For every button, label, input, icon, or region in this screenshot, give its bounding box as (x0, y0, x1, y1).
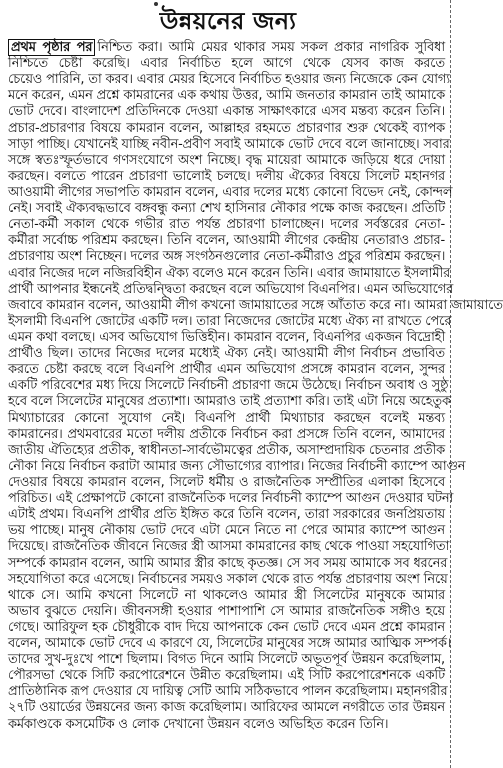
article-line: নেতা-কর্মী সকাল থেকে গভীর রাত পর্যন্ত প্রচারণা চালাচ্ছেন। দলের সর্বস্তরের নেতা- (8, 217, 445, 233)
article-line: নেই। সবাই ঐক্যবদ্ধভাবে বঙ্গবন্ধু কন্যা শেখ হাসিনার নৌকার পক্ষে কাজ করছেন। প্রতিটি (8, 201, 445, 217)
article-line: জবাবে কামরান বলেন, আওয়ামী লীগ কখনো জামায়াতের সঙ্গে আঁতাত করে না। আমরা জামায়াতে (8, 297, 503, 313)
article-line: ২৭টি ওয়ার্ডের উন্নয়নের জন্য কাজ করেছিলাম। আরিফের আমলে নগরীতে তার উন্নয়ন (8, 700, 445, 716)
article-line: এবার নিজের দলে নজিরবিহীন ঐক্য বলেও মনে করেন তিনি। এবার জামায়াতে ইসলামীর (8, 265, 451, 281)
article-line: গেছে। আরিফুল হক চৌধুরীকে বাদ দিয়ে আপনাকে কেন ভোট দেবে এমন প্রশ্নে কামরান (8, 619, 445, 635)
article-line: ইসলামী বিএনপি জোটের একটি দল। তারা নিজেদের জোটের মধ্যে ঐক্য না রাখতে পেরে (8, 313, 452, 329)
article-line: মনে করেন, এমন প্রশ্নে কামরানের এক কথায় উত্তর, আমি জনতার কামরান তাই আমাকে (8, 88, 445, 104)
headline: উন্নয়নের জন্য (159, 7, 297, 35)
article-line: অভাব বুঝতে দেয়নি। জীবনসঙ্গী হওয়ার পাশাপাশি সে আমার রাজনৈতিক সঙ্গীও হয়ে (8, 603, 445, 619)
article-line: হবে বলে সিলেটের মানুষের প্রত্যাশা। আমরাও তাই প্রত্যাশা করি। তাই এটা নিয়ে অহেতুক (8, 394, 451, 410)
article-line: পরিচিত। এই প্রেক্ষাপটে কোনো রাজনৈতিক দলের নির্বাচনী ক্যাম্পে আগুন দেওয়ার ঘটনা (8, 491, 454, 507)
article-line: সাড়া পাচ্ছি। যেখানেই যাচ্ছি নবীন-প্রবীণ সবাই আমাকে ভোট দেবে বলে জানাচ্ছে। সবার (8, 136, 450, 152)
article-line: প্রার্থী আপনার ইন্ধনেই প্রতিদ্বন্দ্বিতা করছেন বলে অভিযোগ বিএনপির। এমন অভিযোগের (8, 281, 454, 297)
column-divider (450, 0, 451, 768)
article-line: প্রচার-প্রচারণার বিষয়ে কামরান বলেন, আল্লাহর রহমতে প্রচারণার শুরু থেকেই ব্যাপক (8, 120, 445, 136)
article-line: বলেন, আমাকে ভোট দেবে এ কারণে যে, সিলেটের মানুষের সঙ্গে আমার আত্মিক সম্পর্ক। (8, 636, 452, 652)
article-line: এমন কথা বলছে। এসব অভিযোগ ভিত্তিহীন। কামরান বলেন, বিএনপির একজন বিদ্রোহী (8, 329, 445, 345)
article-line: জাতীয় ঐতিহ্যের প্রতীক, স্বাধীনতা-সার্বভৌমত্বের প্রতীক, অসাম্প্রদায়িক চেতনার প্রতীক (8, 442, 445, 458)
article-line: দিয়েছে। রাজনৈতিক জীবনে নিজের স্ত্রী আসমা কামরানের কাছ থেকে পাওয়া সহযোগিতা (8, 539, 450, 555)
article-line-text: নিশ্চিত করা। আমি মেয়র থাকার সময় সকল প্রকার নাগরিক সুবিধা (97, 40, 445, 55)
article-line: থাকে সে। আমি কখনো সিলেটে না থাকলেও আমার স্ত্রী সিলেটের মানুষকে আমার (8, 587, 445, 603)
article-line: সম্পর্কে কামরান বলেন, আমি আমার স্ত্রীর কাছে কৃতজ্ঞ। সে সব সময় আমাকে সব ধরনের (8, 555, 448, 571)
article-line: সহযোগিতা করে এসেছে। নির্বাচনের সময়ও সকাল থেকে রাত পর্যন্ত প্রচারণায় অংশ নিয়ে (8, 571, 448, 587)
article-line: তাদের সুখ-দুঃখে পাশে ছিলাম। বিগত দিনে আমি সিলেটে অভূতপূর্ব উন্নয়ন করেছিলাম, (8, 652, 445, 668)
article-line: কর্মীরা সর্বোচ্চ পরিশ্রম করছেন। তিনি বলেন, আওয়ামী লীগের কেন্দ্রীয় নেতারাও প্রচার- (8, 233, 445, 249)
article-line: প্রাতিষ্ঠানিক রূপ দেওয়ার যে দায়িত্ব সেটি আমি সঠিকভাবে পালন করেছিলাম। মহানগরীর (8, 684, 448, 700)
article-line: চেয়েও পারিনি, তা করব। এবার মেয়র হিসেবে নির্বাচিত হওয়ার জন্য নিজেকে কেন যোগ্য (8, 72, 450, 88)
article-line: আওয়ামী লীগের সভাপতি কামরান বলেন, এবার দলের মধ্যে কোনো বিভেদ নেই, কোন্দল (8, 184, 453, 200)
article-line: দেওয়ার বিষয়ে কামরান বলেন, সিলেট ধর্মীয় ও রাজনৈতিক সম্প্রীতির এলাকা হিসেবে (8, 474, 445, 490)
article-line: প্রচারণায় অংশ নিচ্ছেন। দলের অঙ্গ সংগঠনগুলোর নেতা-কর্মীরাও প্রচুর পরিশ্রম করছেন। (8, 249, 446, 265)
article-line: ভোট দেবে। বাংলাদেশ প্রতিদিনকে দেওয়া একান্ত সাক্ষাৎকারে এসব মন্তব্য করেন তিনি। (8, 104, 445, 120)
article-line: ভয় পাচ্ছে। মানুষ নৌকায় ভোট দেবে এটা মেনে নিতে না পেরে আমার ক্যাম্পে আগুন (8, 523, 445, 539)
article-line: একটি পরিবেশের মধ্য দিয়ে সিলেটে নির্বাচনী প্রচারণা জমে উঠেছে। নির্বাচন অবাধ ও সুষ্ঠু (8, 378, 449, 394)
article-line: প্রার্থীও ছিল। তাদের নিজের দলের মধ্যেই ঐক্য নেই। আওয়ামী লীগ নির্বাচন প্রভাবিত (8, 346, 445, 362)
article-line: এটাই প্রথম। বিএনপি প্রার্থীর প্রতি ইঙ্গিত করে তিনি বলেন, তারা সরকারের জনপ্রিয়তায় (8, 507, 445, 523)
article-line: করছেন। বলতে পারেন প্রচারণা ভালোই চলছে। দলীয় ঐক্যের বিষয়ে সিলেট মহানগর (8, 168, 445, 184)
article-body (8, 40, 503, 766)
article-line: কর্মকাণ্ডকে কসমেটিক ও লোক দেখানো উন্নয়ন বলেও অভিহিত করেন তিনি। (8, 716, 389, 732)
article-line: মিথ্যাচারের কোনো সুযোগ নেই। বিএনপি প্রার্থী মিথ্যাচার করছেন বলেই মন্তব্য (8, 410, 445, 426)
article-line: পৌরসভা থেকে সিটি করপোরেশনে উন্নীত করেছিলাম। এই সিটি করপোরেশনকে একটি (8, 668, 445, 684)
article-line: কামরানের। প্রথমবারের মতো দলীয় প্রতীকে নির্বাচন করা প্রসঙ্গে তিনি বলেন, আমাদের (8, 426, 445, 442)
article-line: সঙ্গে স্বতঃস্ফূর্তভাবে গণসংযোগে অংশ নিচ্ছে। বৃদ্ধ মায়েরা আমাকে জড়িয়ে ধরে দোয়া (8, 152, 445, 168)
article-line: নিশ্চিতে চেষ্টা করেছি। এবার নির্বাচিত হলে আগে থেকে যেসব কাজ করতে (8, 56, 445, 72)
article-line: করতে চেষ্টা করছে বলে বিএনপি প্রার্থীর এমন অভিযোগ প্রসঙ্গে কামরান বলেন, সুন্দর (8, 362, 445, 378)
article-line (8, 40, 445, 56)
article-line: নৌকা নিয়ে নির্বাচন করাটা আমার জন্য সৌভাগ্যের ব্যাপার। নিজের নির্বাচনী ক্যাম্পে আগুন (8, 458, 466, 474)
continuation-tag: প্রথম পৃষ্ঠার পর (8, 39, 95, 56)
